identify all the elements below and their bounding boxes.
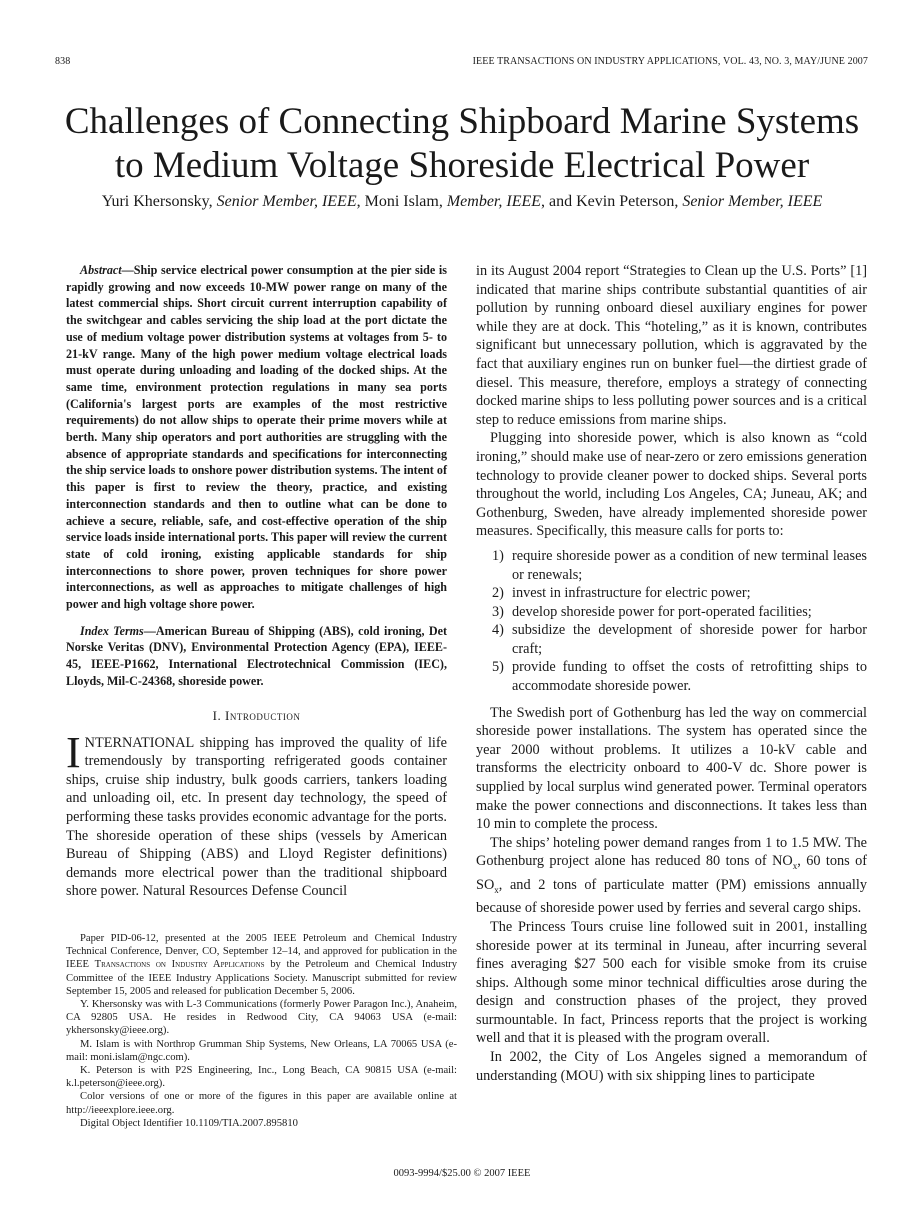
right-paragraph-6: In 2002, the City of Los Angeles signed a memorandum of understanding (MOU) with six shipping lines to participate <box>476 1049 867 1084</box>
paper-title <box>40 100 884 188</box>
list-item <box>476 621 867 658</box>
right-paragraph-2: Plugging into shoreside power, which is also known as “cold ironing,” should make use of near-zero or zero emissions generation technology to provide cleaner power to docked ships. Several ports throughout the world, including Los Angeles, CA; Juneau, AK; and Gothenburg, Sweden, have already implemented shoreside power measures. Specifically, this measure calls for ports to: <box>476 430 867 540</box>
list-item <box>476 584 867 603</box>
footnote-author-1: Y. Khersonsky was with L-3 Communications (formerly Power Paragon Inc.), Anaheim, CA 92805 USA. He resides in Redwood City, CA 94063 USA (e-mail: ykhersonsky@ieee.org). <box>66 999 457 1037</box>
footnote-doi: Digital Object Identifier 10.1109/TIA.2007.895810 <box>80 1117 298 1129</box>
footnote-block <box>66 932 457 1130</box>
requirements-list <box>476 547 867 696</box>
list-item-number: 5) <box>492 659 504 676</box>
list-item-text: provide funding to offset the costs of retrofitting ships to accommodate shoreside power. <box>512 659 867 695</box>
list-item-number: 4) <box>492 622 504 639</box>
abstract-text: —Ship service electrical power consumption at the pier side is rapidly growing and now exceeds 10-MW power range on many of the latest commercial ships. Short circuit current interruption capability of the switchgear and cables servicing the ship load at the port dictate the use of medium voltage power distribution systems at voltages from 5- to 21-kV range. Many of the high power medium voltage electrical loads must operate during unloading and loading of the docked ships. At the same time, environment protection regulations in many sea ports (California's largest ports are examples of the most restrictive requirements) do not allow ships to operate their prime movers while at berth. Many ship operators and port authorities are struggling with the absence of appropriate standards and specifications for interconnecting the ship service loads to onshore power distribution systems. The intent of this paper is first to review the theory, practice, and existing interconnection standards and then to outline what can be done to achieve a secure, reliable, safe, and cost-effective operation of the ship service loads inside international ports. This paper will review the current state of cold ironing, existing applicable standards for ship interconnections to shore power, proven techniques for shore power interconnections, as well as approaches to mitigate challenges of high power and high voltage shore power. <box>66 263 447 612</box>
footnote-journal-sc: Transactions on Industry Applications <box>94 959 265 971</box>
left-column <box>66 262 447 901</box>
section-numeral: I. <box>212 707 225 723</box>
list-item <box>476 658 867 695</box>
intro-text: NTERNATIONAL shipping has improved the quality of life tremendously by transporting refrigerated goods container ships, cruise ship industry, bulk goods carriers, tankers loading and unloading oil, etc. In present day technology, the speed of performing these tasks provides economic advantage for the ports. The shoreside operation of these ships (vessels by American Bureau of Shipping (ABS) and Lloyd Register definitions) demands more electrical power than the traditional shipboard shore power. Natural Resources Defense Council <box>66 734 447 900</box>
section-title: Introduction <box>225 707 301 723</box>
author-3-name: , and Kevin Peterson, <box>541 193 683 210</box>
abstract-lead: Abstract <box>80 263 122 277</box>
title-line-1: Challenges of Connecting Shipboard Marine Systems <box>64 101 860 142</box>
footnote-color-note: Color versions of one or more of the figures in this paper are available online at http://ieeexplore.ieee.org. <box>66 1091 457 1116</box>
list-item-text: invest in infrastructure for electric power; <box>512 585 751 602</box>
right-column <box>476 262 867 1085</box>
list-item <box>476 547 867 584</box>
section-heading-introduction <box>66 708 447 724</box>
author-3-role: Senior Member, IEEE <box>682 193 823 210</box>
p4-subscript-1: x <box>792 861 798 872</box>
author-list <box>40 193 884 211</box>
p4-part-a: The ships’ hoteling power demand ranges from 1 to 1.5 MW. The Gothenburg project alone has reduced 80 tons of NO <box>476 834 867 870</box>
author-2-role: Member, IEEE <box>446 193 542 210</box>
footnote-author-2: M. Islam is with Northrop Grumman Ship Systems, New Orleans, LA 70065 USA (e-mail: moni.islam@ngc.com). <box>66 1038 457 1063</box>
intro-paragraph <box>66 727 447 901</box>
list-item-text: require shoreside power as a condition of new terminal leases or renewals; <box>512 547 867 583</box>
journal-name: IEEE TRANSACTIONS ON INDUSTRY APPLICATIONS, VOL. 43, NO. 3, MAY/JUNE 2007 <box>472 56 868 67</box>
footnote-paper-info <box>66 932 457 998</box>
p4-part-b: , 60 tons of SO <box>476 853 867 893</box>
list-item <box>476 603 867 622</box>
running-header <box>55 56 868 70</box>
footnote-paper-info-a: Paper PID-06-12, presented at the 2005 IEEE Petroleum and Chemical Industry Technical Conference, Denver, CO, September 12–14, and approved for publication in the IEEE <box>66 933 457 971</box>
author-2-name: , Moni Islam, <box>356 193 447 210</box>
author-1-role: Senior Member, IEEE <box>216 193 357 210</box>
p4-subscript-2: x <box>494 884 499 895</box>
right-paragraph-5: The Princess Tours cruise line followed suit in 2001, installing shoreside power at its terminal in Juneau, after incurring several fines averaging $27 500 each for visible smoke from its cruise ships. Although some minor technical difficulties arose during the design and construction phases of the project, they proved surmountable. In fact, Princess reports that the project is working well and that it is pleased with the program overall. <box>476 918 867 1047</box>
list-item-number: 3) <box>492 603 504 620</box>
page-number: 838 <box>55 56 71 67</box>
footnote-author-3: K. Peterson is with P2S Engineering, Inc., Long Beach, CA 90815 USA (e-mail: k.l.peterson@ieee.org). <box>66 1065 457 1090</box>
right-paragraph-1: in its August 2004 report “Strategies to Clean up the U.S. Ports” [1] indicated that marine ships contribute substantial quantities of air pollution by running onboard diesel auxiliary engines for power while they are at dock. This “hoteling,” as it is known, contributes significant but unnecessary pollution, which is aggravated by the fact that auxiliary engines run on bunker fuel—the dirtiest grade of diesel. This measure, therefore, employs a strategy of connecting docked marine ships to less polluting power sources and is a critical step to reduce emissions from marine ships. <box>476 263 867 428</box>
abstract <box>66 262 447 613</box>
index-terms-lead: Index Terms <box>80 623 144 638</box>
drop-cap: I <box>66 727 81 777</box>
p4-part-c: , and 2 tons of particulate matter (PM) emissions annually because of shoreside power used by ferries and several cargo ships. <box>476 876 867 917</box>
index-terms <box>66 623 447 690</box>
footnote-paper-info-b: by the Petroleum and Chemical Industry Committee of the IEEE Industry Applications Society. Manuscript submitted for review September 15, 2005 and released for publication December 5, 2006. <box>66 959 457 997</box>
right-paragraph-3: The Swedish port of Gothenburg has led the way on commercial shoreside power installations. The system has operated since the year 2000 without problems. It utilizes a 10-kV cable and transforms the electricity onboard to 400-V dc. Shore power is supplied by local surplus wind generated power. Terminal operators make the power connections and disconnections. It takes less than 10 min to complete the process. <box>476 704 867 833</box>
index-terms-text: —American Bureau of Shipping (ABS), cold ironing, Det Norske Veritas (DNV), Environmental Protection Agency (EPA), IEEE-45, IEEE-P1662, International Electrotechnical Commission (IEC), Lloyds, Mil-C-24368, shoreside power. <box>66 623 448 688</box>
author-1-name: Yuri Khersonsky, <box>101 193 217 210</box>
right-paragraph-4 <box>476 834 867 918</box>
list-item-text: subsidize the development of shoreside power for harbor craft; <box>512 622 867 657</box>
list-item-text: develop shoreside power for port-operated facilities; <box>512 603 812 620</box>
list-item-number: 1) <box>492 547 504 564</box>
list-item-number: 2) <box>492 585 504 602</box>
title-line-2: to Medium Voltage Shoreside Electrical Power <box>114 145 810 186</box>
copyright-line: 0093-9994/$25.00 © 2007 IEEE <box>393 1168 531 1179</box>
